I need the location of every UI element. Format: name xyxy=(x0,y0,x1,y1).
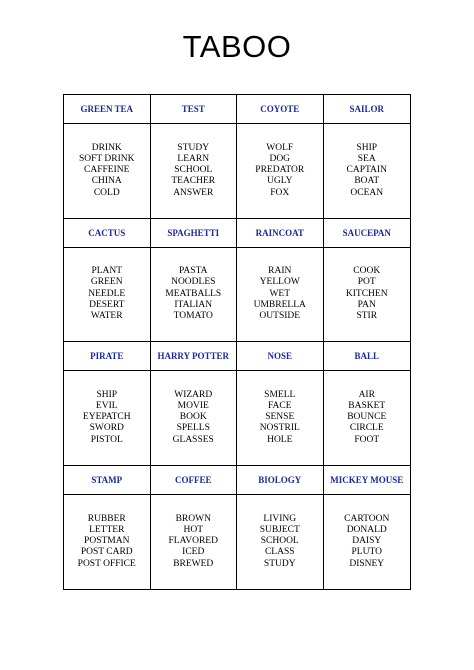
taboo-word: ICED xyxy=(182,547,205,558)
taboo-word-list xyxy=(151,248,237,342)
taboo-word: WOLF xyxy=(266,142,294,153)
taboo-card xyxy=(151,342,238,466)
taboo-word: STUDY xyxy=(177,142,210,153)
taboo-card xyxy=(324,342,411,466)
taboo-word: DRINK xyxy=(91,142,122,153)
taboo-word: WATER xyxy=(90,311,123,322)
card-keyword: COYOTE xyxy=(237,95,323,124)
taboo-word: LETTER xyxy=(89,524,125,535)
taboo-word: PISTOL xyxy=(90,434,123,445)
taboo-word: BOUNCE xyxy=(347,412,387,423)
taboo-card xyxy=(237,95,324,219)
taboo-word: SEA xyxy=(357,153,376,164)
taboo-word: SHIP xyxy=(356,142,378,153)
taboo-word: UGLY xyxy=(267,176,293,187)
taboo-word: ITALIAN xyxy=(174,299,213,310)
taboo-word-list xyxy=(64,371,150,465)
taboo-word-list xyxy=(324,495,411,590)
taboo-word-list xyxy=(64,248,150,342)
card-keyword: MICKEY MOUSE xyxy=(324,466,411,495)
card-keyword: COFFEE xyxy=(151,466,237,495)
taboo-word: MOVIE xyxy=(177,400,209,411)
taboo-card xyxy=(64,342,151,466)
taboo-word: STIR xyxy=(356,311,378,322)
taboo-word: BROWN xyxy=(175,513,211,524)
taboo-word: FOOT xyxy=(354,434,380,445)
taboo-word: KITCHEN xyxy=(345,288,388,299)
taboo-word: HOLE xyxy=(267,434,293,445)
taboo-word: PLANT xyxy=(91,266,123,277)
taboo-word: NOODLES xyxy=(171,277,216,288)
taboo-word: EYEPATCH xyxy=(82,412,131,423)
taboo-card xyxy=(324,219,411,343)
taboo-card xyxy=(64,95,151,219)
taboo-word-list xyxy=(237,124,323,218)
taboo-word: PLUTO xyxy=(351,547,382,558)
taboo-word-list xyxy=(64,495,150,590)
taboo-word: GLASSES xyxy=(172,434,214,445)
card-keyword: GREEN TEA xyxy=(64,95,150,124)
taboo-word-list xyxy=(151,371,237,465)
taboo-word: RUBBER xyxy=(87,513,126,524)
taboo-word: CLASS xyxy=(264,547,295,558)
taboo-word: FOX xyxy=(270,187,290,198)
taboo-word: TEACHER xyxy=(171,176,216,187)
taboo-word: SCHOOL xyxy=(260,536,299,547)
taboo-word: BOAT xyxy=(354,176,380,187)
taboo-word: DISNEY xyxy=(349,558,385,569)
taboo-word: FLAVORED xyxy=(168,536,218,547)
taboo-word: SOFT DRINK xyxy=(78,153,135,164)
taboo-card xyxy=(151,219,238,343)
page-title: TABOO xyxy=(182,29,292,64)
taboo-word: POST OFFICE xyxy=(77,558,136,569)
taboo-card xyxy=(237,342,324,466)
taboo-word: SENSE xyxy=(265,412,295,423)
taboo-word: PREDATOR xyxy=(255,165,305,176)
taboo-word: UMBRELLA xyxy=(253,299,306,310)
taboo-word: BREWED xyxy=(173,558,214,569)
taboo-word-list xyxy=(324,248,411,342)
taboo-word: CARTOON xyxy=(344,513,390,524)
taboo-word: CHINA xyxy=(91,176,122,187)
taboo-card xyxy=(64,219,151,343)
taboo-word: POSTMAN xyxy=(84,536,130,547)
taboo-word: DAISY xyxy=(352,536,382,547)
taboo-word-list xyxy=(237,371,323,465)
taboo-word: HOT xyxy=(183,524,204,535)
taboo-word: DOG xyxy=(269,153,291,164)
card-keyword: BALL xyxy=(324,342,411,371)
taboo-word: CAFFEINE xyxy=(84,165,130,176)
taboo-word: ANSWER xyxy=(173,187,214,198)
taboo-word: MEATBALLS xyxy=(165,288,222,299)
taboo-word-list xyxy=(324,124,411,218)
card-keyword: CACTUS xyxy=(64,219,150,248)
taboo-card xyxy=(237,466,324,590)
taboo-card xyxy=(324,466,411,590)
taboo-word: PAN xyxy=(357,299,376,310)
taboo-word: COOK xyxy=(353,266,381,277)
taboo-word: SWORD xyxy=(89,423,124,434)
taboo-word-list xyxy=(237,495,323,590)
taboo-word: LIVING xyxy=(263,513,297,524)
card-keyword: TEST xyxy=(151,95,237,124)
card-keyword: STAMP xyxy=(64,466,150,495)
taboo-word: POT xyxy=(357,277,376,288)
taboo-word: SUBJECT xyxy=(259,524,300,535)
taboo-word: NEEDLE xyxy=(88,288,126,299)
taboo-word: SCHOOL xyxy=(174,165,213,176)
taboo-word: WIZARD xyxy=(174,389,213,400)
taboo-word-list xyxy=(237,248,323,342)
taboo-word: WET xyxy=(269,288,291,299)
taboo-word: LEARN xyxy=(177,153,210,164)
card-keyword: SAUCEPAN xyxy=(324,219,411,248)
taboo-word: CIRCLE xyxy=(349,423,384,434)
card-keyword: NOSE xyxy=(237,342,323,371)
taboo-word: SHIP xyxy=(96,389,118,400)
taboo-word: POST CARD xyxy=(80,547,133,558)
taboo-card xyxy=(64,466,151,590)
taboo-word: CAPTAIN xyxy=(346,165,387,176)
taboo-word: RAIN xyxy=(268,266,292,277)
taboo-word: BASKET xyxy=(348,400,386,411)
taboo-word: TOMATO xyxy=(173,311,213,322)
taboo-word: COLD xyxy=(93,187,120,198)
card-keyword: SAILOR xyxy=(324,95,411,124)
taboo-word: SPELLS xyxy=(176,423,210,434)
card-keyword: PIRATE xyxy=(64,342,150,371)
card-keyword: RAINCOAT xyxy=(237,219,323,248)
taboo-card xyxy=(151,466,238,590)
taboo-word: OUTSIDE xyxy=(259,311,301,322)
taboo-word: NOSTRIL xyxy=(259,423,300,434)
card-keyword: BIOLOGY xyxy=(237,466,323,495)
taboo-card xyxy=(237,219,324,343)
taboo-word-list xyxy=(151,495,237,590)
card-keyword: HARRY POTTER xyxy=(151,342,237,371)
taboo-word: DESERT xyxy=(89,299,125,310)
taboo-word: STUDY xyxy=(263,558,296,569)
taboo-word: AIR xyxy=(358,389,375,400)
taboo-card xyxy=(324,95,411,219)
taboo-word-list xyxy=(151,124,237,218)
taboo-word-list xyxy=(64,124,150,218)
taboo-word: OCEAN xyxy=(350,187,384,198)
taboo-word: EVIL xyxy=(95,400,118,411)
taboo-word: PASTA xyxy=(179,266,208,277)
taboo-word-list xyxy=(324,371,411,465)
taboo-word: GREEN xyxy=(90,277,123,288)
taboo-word: YELLOW xyxy=(259,277,300,288)
taboo-card-grid xyxy=(63,94,411,590)
taboo-word: FACE xyxy=(267,400,292,411)
taboo-word: BOOK xyxy=(179,412,207,423)
taboo-word: SMELL xyxy=(264,389,296,400)
taboo-card xyxy=(151,95,238,219)
taboo-word: DONALD xyxy=(346,524,387,535)
card-keyword: SPAGHETTI xyxy=(151,219,237,248)
